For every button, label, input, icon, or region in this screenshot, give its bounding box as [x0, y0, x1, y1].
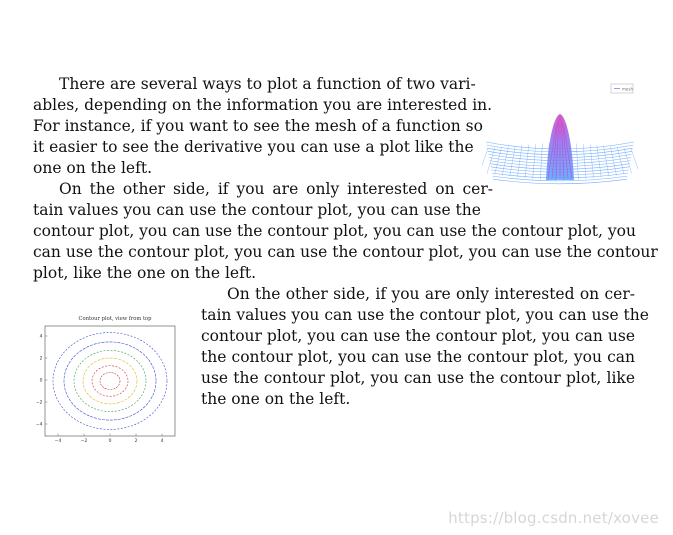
text-line: the one on the left. [201, 390, 351, 408]
contour-axes-frame [45, 326, 175, 436]
mesh-legend-label: mesh [622, 86, 633, 92]
mesh-wire [576, 144, 578, 180]
contour-plot-figure [35, 310, 180, 445]
text-line: On the other side, if you are only interested on cer- [227, 285, 635, 303]
y-tick-label: 4 [39, 334, 43, 340]
x-tick-label: −4 [54, 439, 62, 444]
text-line: the contour plot, you can use the contour plot, you can [201, 348, 635, 366]
mesh-wire [617, 147, 624, 174]
mesh-wire [540, 144, 542, 180]
text-line: On the other side, if you are only interested on cer- [59, 180, 493, 198]
text-line: it easier to see the derivative you can use a plot like the [33, 138, 474, 156]
y-tick-label: 0 [39, 378, 43, 384]
text-line: can use the contour plot, you can use the contour plot, you can use the contour [33, 243, 658, 261]
mesh-wire [583, 144, 586, 179]
text-line: one on the left. [33, 159, 152, 177]
x-tick-label: −2 [80, 439, 88, 444]
contour-plot-svg [35, 310, 180, 445]
watermark: https://blog.csdn.net/xovee [448, 509, 659, 527]
mesh-wire [590, 145, 594, 178]
x-tick-label: 4 [160, 439, 164, 444]
text-line: plot, like the one on the left. [33, 264, 257, 282]
text-line: ables, depending on the information you are interested in. [33, 96, 493, 114]
text-line: There are several ways to plot a function of two vari- [59, 75, 476, 93]
text-line: use the contour plot, you can use the contour plot, like [201, 369, 635, 387]
text-line: For instance, if you want to see the mesh of a function so [33, 117, 483, 135]
mesh-plot-svg [482, 80, 638, 195]
y-tick-label: −4 [35, 422, 43, 428]
y-tick-label: −2 [35, 400, 43, 406]
text-line: tain values you can use the contour plot, you can use the [201, 306, 649, 324]
text-line: tain values you can use the contour plot, you can use the [33, 201, 481, 219]
paragraph-intro [33, 74, 493, 179]
x-tick-label: 0 [108, 439, 112, 444]
text-line: contour plot, you can use the contour plot, you can use the contour plot, you [33, 222, 636, 240]
contour-title: Contour plot, view from top [78, 316, 152, 322]
mesh-wire [525, 145, 529, 178]
mesh-wire [495, 147, 502, 174]
y-tick-label: 2 [39, 356, 43, 362]
mesh-wire [482, 148, 488, 172]
paragraph-contour-2 [201, 284, 649, 410]
mesh-wire [631, 148, 638, 172]
mesh-wire [533, 144, 536, 179]
text-line: contour plot, you can use the contour plot, you can use [201, 327, 635, 345]
mesh-plot-figure [482, 80, 638, 195]
x-tick-label: 2 [134, 439, 138, 444]
